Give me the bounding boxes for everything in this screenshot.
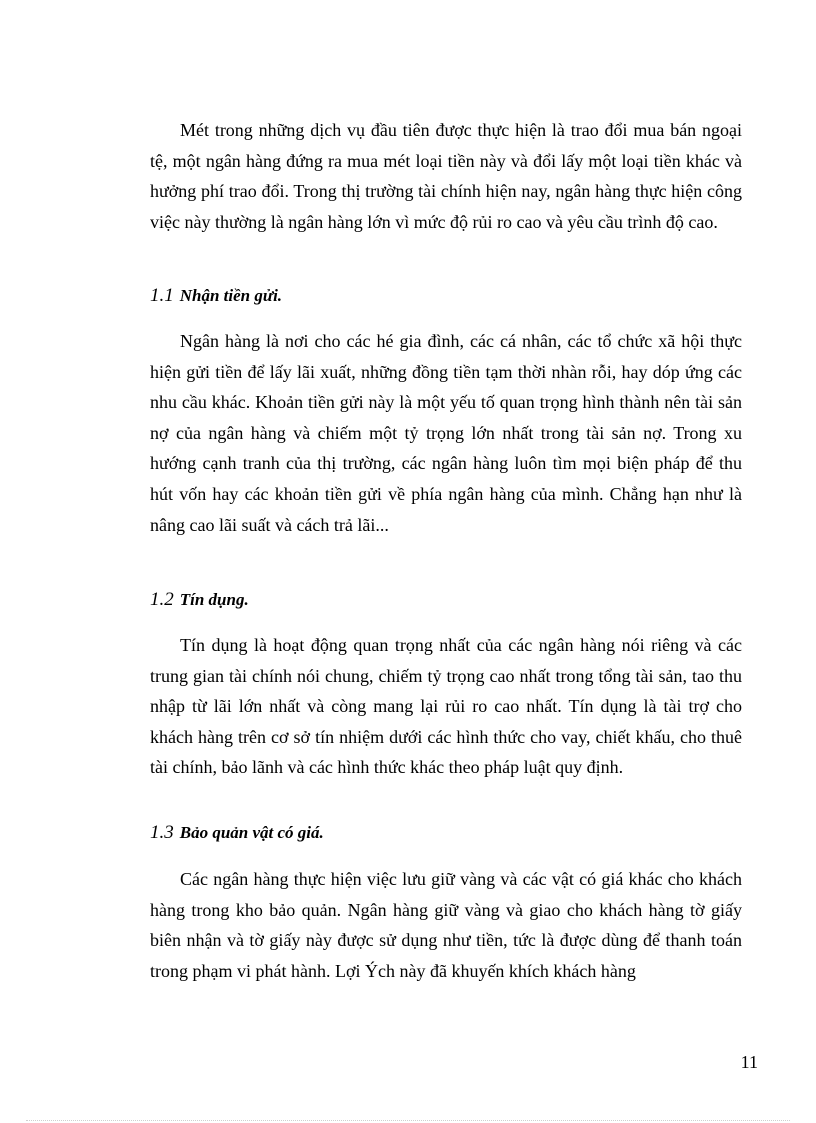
credit-paragraph-block bbox=[150, 630, 742, 783]
section-number: 1.3 bbox=[150, 822, 174, 843]
page-number: 11 bbox=[740, 1052, 758, 1072]
page-bottom-divider bbox=[26, 1120, 790, 1121]
section-title: Bảo quản vật có giá. bbox=[179, 823, 324, 842]
intro-paragraph: Mét trong những dịch vụ đầu tiên được thực hiện là trao đổi mua bán ngoại tệ, một ngân hàng đứng ra mua mét loại tiền này và đổi lấy một loại tiền khác và hưởng phí trao đổi. Trong thị trường tài chính hiện nay, ngân hàng thực hiện công việc này thường là ngân hàng lớn vì mức độ rủi ro cao và yêu cầu trình độ cao. bbox=[150, 120, 742, 232]
deposits-paragraph: Ngân hàng là nơi cho các hé gia đình, các cá nhân, các tổ chức xã hội thực hiện gửi tiền để lấy lãi xuất, những đồng tiền tạm thời nhàn rỗi, hay dóp ứng các nhu cầu khác. Khoản tiền gửi này là một yếu tố quan trọng hình thành nên tài sản nợ của ngân hàng và chiếm một tỷ trọng lớn nhất trong tài sản nợ. Trong xu hướng cạnh tranh của thị trường, các ngân hàng luôn tìm mọi biện pháp để thu hút vốn hay các khoản tiền gửi về phía ngân hàng của mình. Chẳng hạn như là nâng cao lãi suất và cách trả lãi... bbox=[150, 331, 742, 535]
section-title: Tín dụng. bbox=[179, 590, 249, 609]
credit-paragraph: Tín dụng là hoạt động quan trọng nhất của các ngân hàng nói riêng và các trung gian tài chính nói chung, chiếm tỷ trọng cao nhất trong tổng tài sản, tao thu nhập từ lãi lớn nhất và còng mang lại rủi ro cao nhất. Tín dụng là tài trợ cho khách hàng trên cơ sở tín nhiệm dưới các hình thức cho vay, chiết khấu, cho thuê tài chính, bảo lãnh và các hình thức khác theo pháp luật quy định. bbox=[150, 635, 742, 778]
section-number: 1.2 bbox=[150, 589, 174, 610]
intro-paragraph-block bbox=[150, 115, 742, 237]
section-number: 1.1 bbox=[150, 285, 174, 306]
section-heading-1-3 bbox=[150, 822, 324, 844]
custody-paragraph-block bbox=[150, 864, 742, 986]
section-title: Nhận tiền gửi. bbox=[179, 286, 283, 305]
section-heading-1-1 bbox=[150, 285, 282, 307]
deposits-paragraph-block bbox=[150, 326, 742, 540]
custody-paragraph: Các ngân hàng thực hiện việc lưu giữ vàng và các vật có giá khác cho khách hàng trong kho bảo quản. Ngân hàng giữ vàng và giao cho khách hàng tờ giấy biên nhận và tờ giấy này được sử dụng như tiền, tức là được dùng để thanh toán trong phạm vi phát hành. Lợi Ých này đã khuyến khích khách hàng bbox=[150, 869, 742, 981]
section-heading-1-2 bbox=[150, 589, 249, 611]
